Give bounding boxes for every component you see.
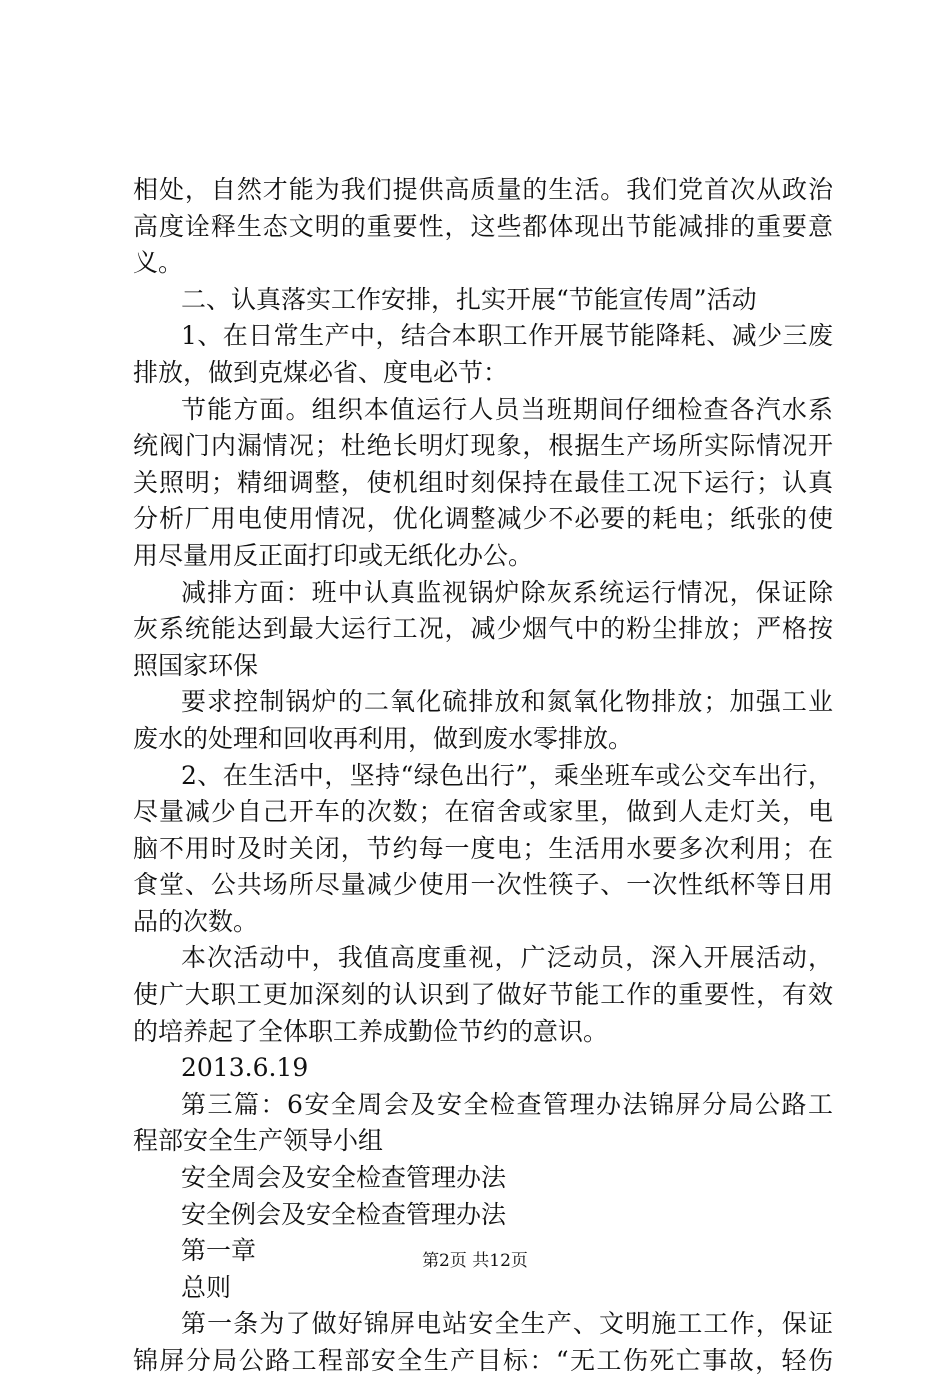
text-line: 义。 xyxy=(133,248,184,278)
text-line: 第一章 xyxy=(181,1236,257,1266)
text-line: 锦屏分局公路工程部安全生产目标：“无工伤死亡事故，轻伤 xyxy=(133,1346,833,1375)
text-line: 安全例会及安全检查管理办法 xyxy=(181,1199,507,1229)
text-line: 的培养起了全体职工养成勤俭节约的意识。 xyxy=(133,1016,609,1046)
text-line: 本次活动中，我值高度重视，广泛动员，深入开展活动， xyxy=(181,943,833,973)
text-line: 尽量减少自己开车的次数；在宿舍或家里，做到人走灯关，电 xyxy=(133,797,833,827)
text-line: 脑不用时及时关闭，节约每一度电；生活用水要多次利用；在 xyxy=(133,833,833,863)
text-line: 使广大职工更加深刻的认识到了做好节能工作的重要性，有效 xyxy=(133,980,833,1010)
text-line: 第一条为了做好锦屏电站安全生产、文明施工工作，保证 xyxy=(181,1309,833,1339)
text-line: 2013.6.19 xyxy=(181,1053,309,1083)
text-line: 高度诠释生态文明的重要性，这些都体现出节能减排的重要意 xyxy=(133,211,833,241)
text-line: 总则 xyxy=(181,1272,232,1302)
text-line: 品的次数。 xyxy=(133,906,259,936)
text-line: 2、在生活中，坚持“绿色出行”，乘坐班车或公交车出行， xyxy=(181,760,833,790)
text-line: 1、在日常生产中，结合本职工作开展节能降耗、减少三废 xyxy=(181,321,833,351)
text-line: 节能方面。组织本值运行人员当班期间仔细检查各汽水系 xyxy=(181,394,833,424)
text-line: 相处，自然才能为我们提供高质量的生活。我们党首次从政治 xyxy=(133,175,833,204)
text-line: 安全周会及安全检查管理办法 xyxy=(181,1163,507,1193)
text-line: 分析厂用电使用情况，优化调整减少不必要的耗电；纸张的使 xyxy=(133,504,833,534)
text-line: 二、认真落实工作安排，扎实开展“节能宣传周”活动 xyxy=(181,284,757,314)
text-line: 程部安全生产领导小组 xyxy=(133,1126,384,1156)
text-line: 排放，做到克煤必省、度电必节： xyxy=(133,357,509,387)
page-footer: 第2页 共12页 xyxy=(422,1251,528,1271)
text-line: 关照明；精细调整，使机组时刻保持在最佳工况下运行；认真 xyxy=(133,467,833,497)
text-line: 用尽量用反正面打印或无纸化办公。 xyxy=(133,540,534,570)
text-line: 食堂、公共场所尽量减少使用一次性筷子、一次性纸杯等日用 xyxy=(133,870,833,900)
text-line: 减排方面：班中认真监视锅炉除灰系统运行情况，保证除 xyxy=(181,577,833,607)
text-line: 废水的处理和回收再利用，做到废水零排放。 xyxy=(133,723,634,753)
text-line: 第三篇：6安全周会及安全检查管理办法锦屏分局公路工 xyxy=(181,1089,833,1119)
text-line: 要求控制锅炉的二氧化硫排放和氮氧化物排放；加强工业 xyxy=(181,687,833,717)
text-line: 统阀门内漏情况；杜绝长明灯现象，根据生产场所实际情况开 xyxy=(133,431,833,461)
document-body xyxy=(133,172,833,1380)
text-line: 灰系统能达到最大运行工况，减少烟气中的粉尘排放；严格按 xyxy=(133,614,833,644)
text-line: 照国家环保 xyxy=(133,650,259,680)
